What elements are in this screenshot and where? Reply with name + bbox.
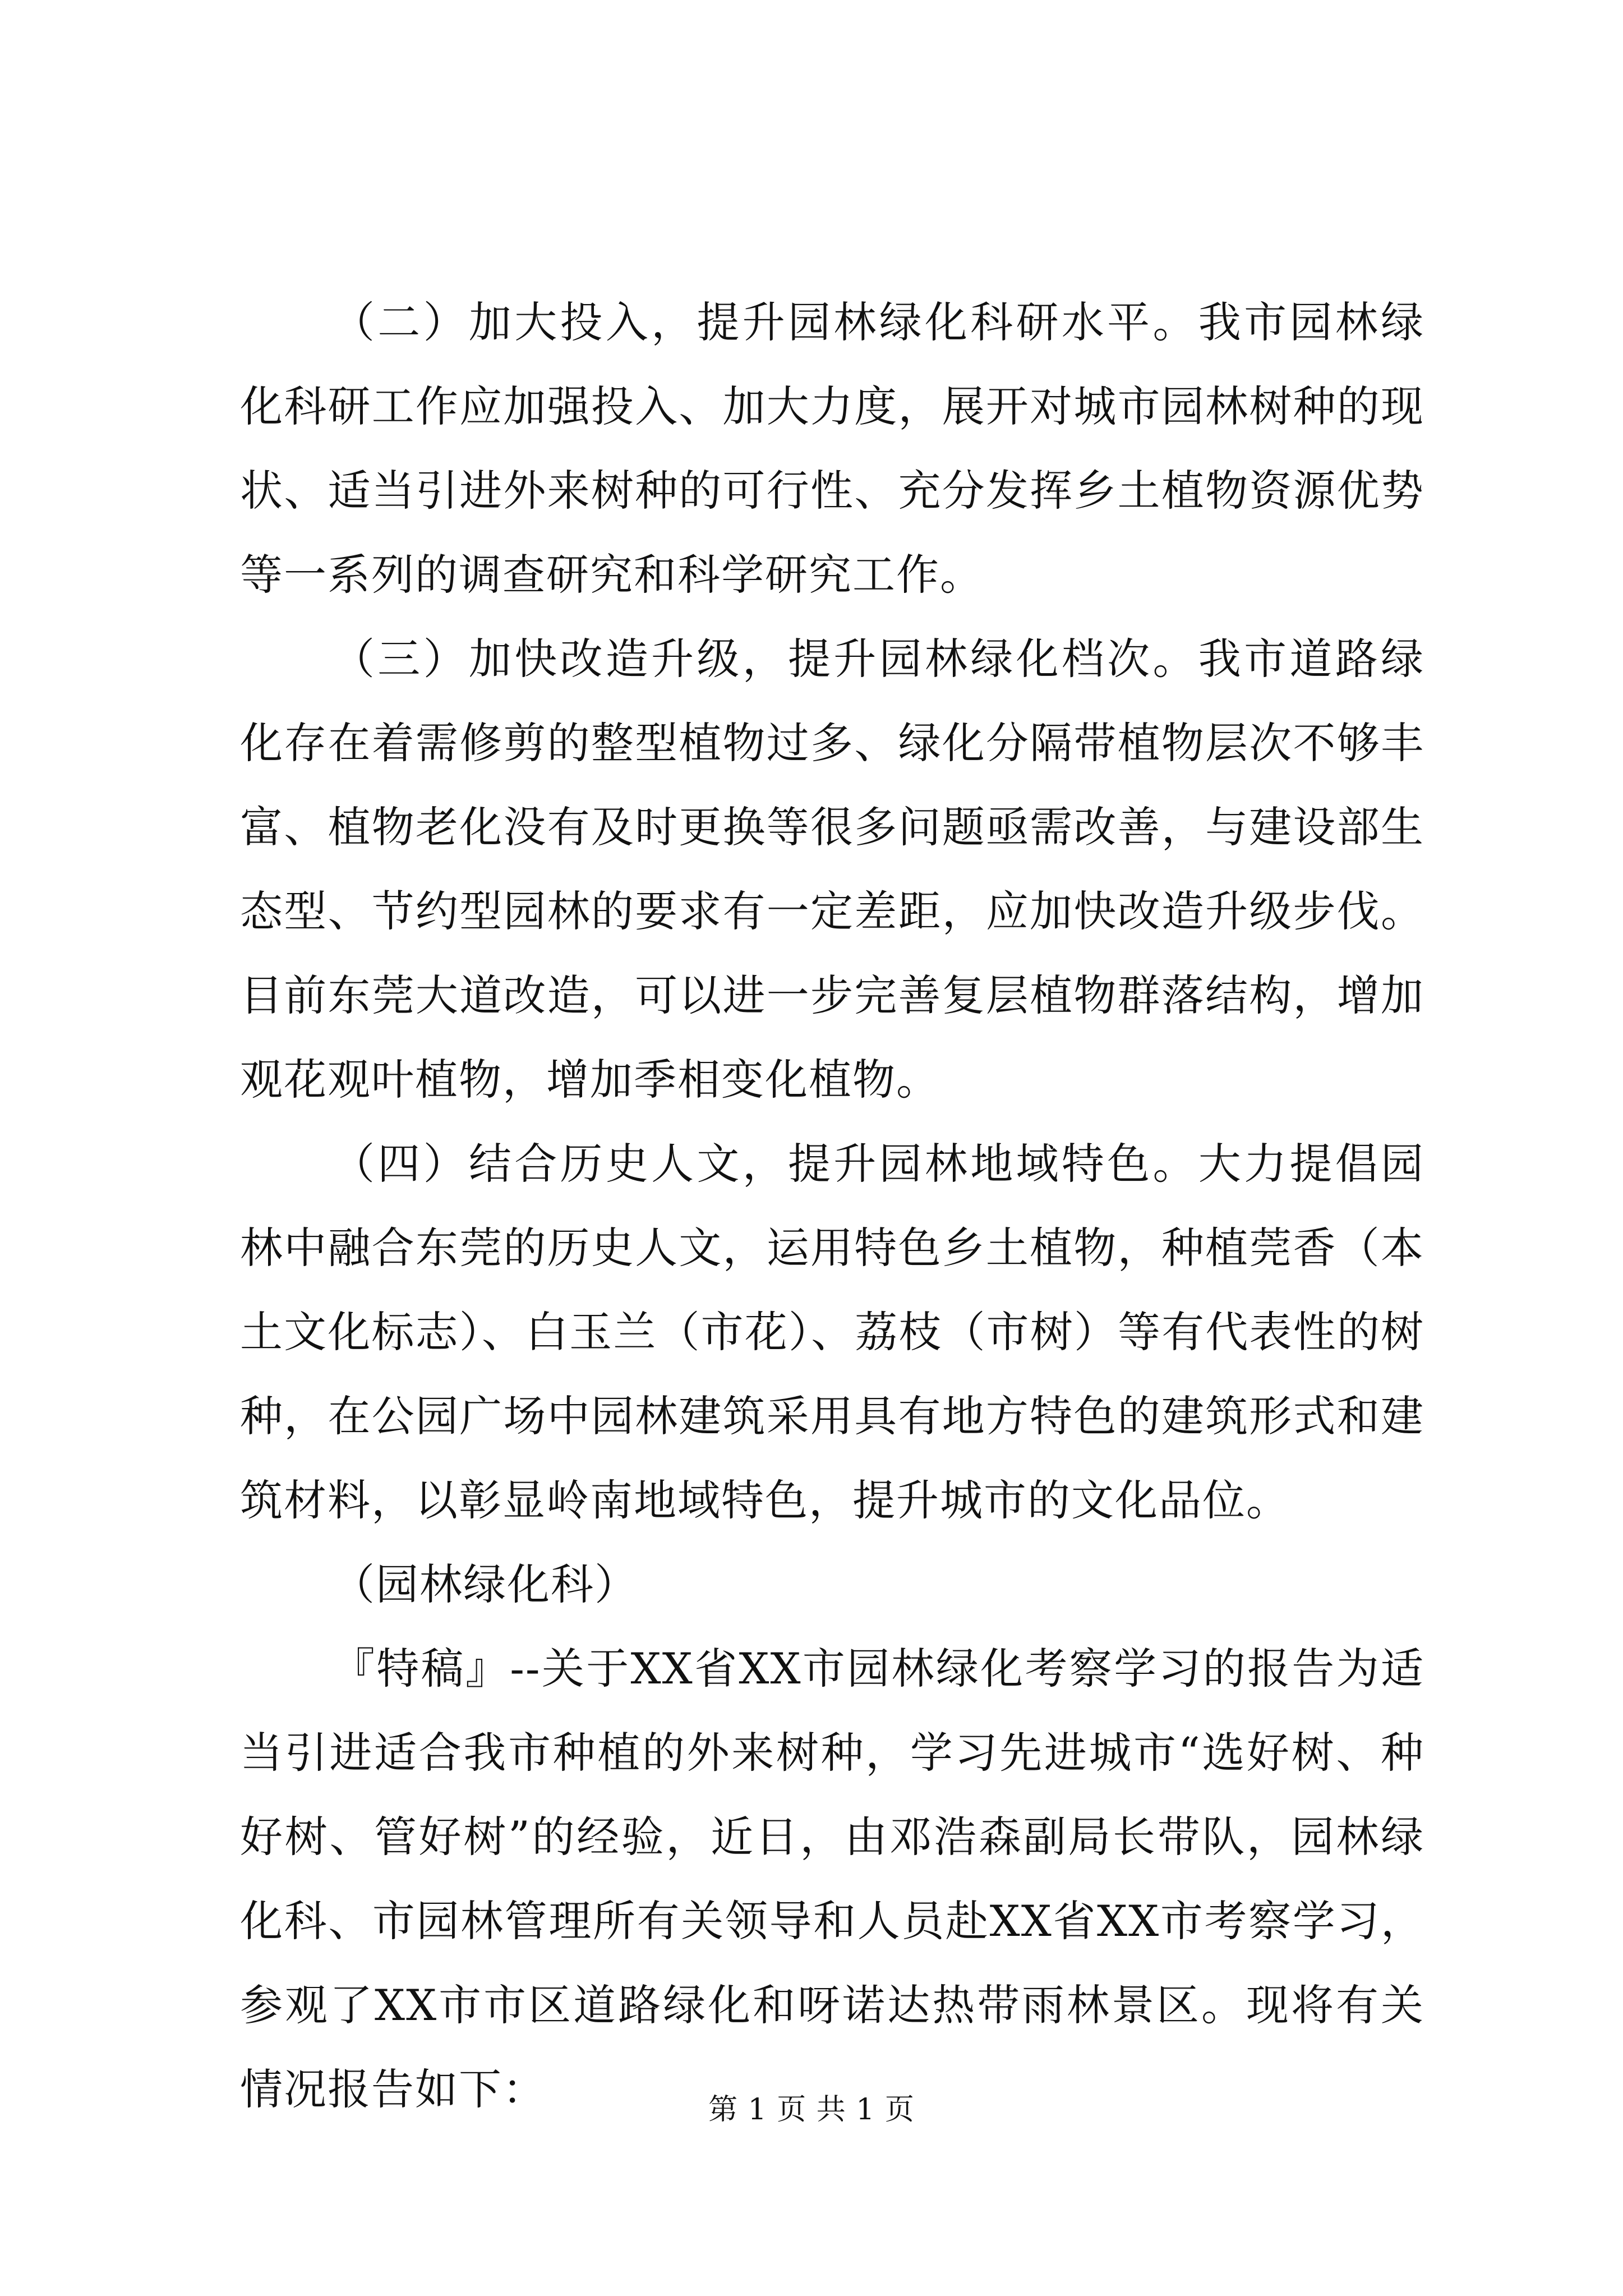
department-attribution: （园林绿化科） [332,1559,638,1609]
paragraph-research-investment: （二）加大投入，提升园林绿化科研水平。我市园林绿化科研工作应加强投入、加大力度，展开对城市园林树种的现状、适当引进外来树种的可行性、充分发挥乡土植物资源优势等一系列的调查研究和科学研究工作。 [240,297,1424,600]
page-number-footer: 第 1 页 共 1 页 [708,2093,915,2127]
document-body [240,280,1424,2132]
paragraph-regional-characteristics: （四）结合历史人文，提升园林地域特色。大力提倡园林中融合东莞的历史人文，运用特色乡土植物，种植莞香（本土文化标志）、白玉兰（市花）、荔枝（市树）等有代表性的树种，在公园广场中园林建筑采用具有地方特色的建筑形式和建筑材料，以彰显岭南地域特色，提升城市的文化品位。 [240,1139,1424,1525]
paragraph-upgrade-transformation: （三）加快改造升级，提升园林绿化档次。我市道路绿化存在着需修剪的整型植物过多、绿化分隔带植物层次不够丰富、植物老化没有及时更换等很多问题亟需改善，与建设部生态型、节约型园林的要求有一定差距，应加快改造升级步伐。目前东莞大道改造，可以进一步完善复层植物群落结构，增加观花观叶植物，增加季相变化植物。 [240,634,1424,1105]
paragraph-special-report: 『特稿』--关于XX省XX市园林绿化考察学习的报告为适当引进适合我市种植的外来树种，学习先进城市“选好树、种好树、管好树”的经验，近日，由邓浩森副局长带队，园林绿化科、市园林管理所有关领导和人员赴XX省XX市考察学习，参观了XX市市区道路绿化和呀诺达热带雨林景区。现将有关情况报告如下： [240,1644,1424,2114]
